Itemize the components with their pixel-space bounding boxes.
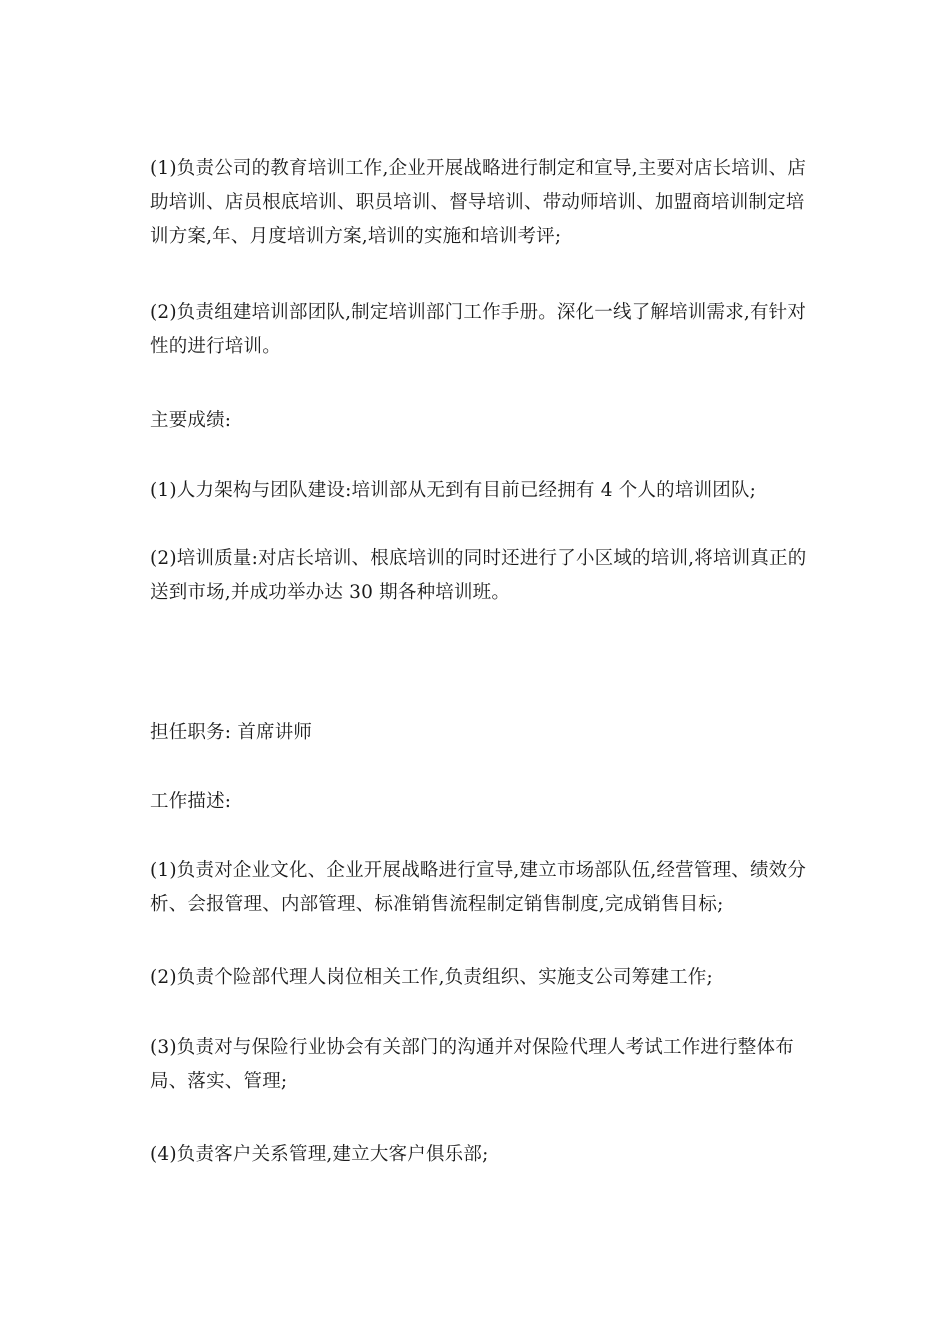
paragraph-job-association: (3)负责对与保险行业协会有关部门的沟通并对保险代理人考试工作进行整体布局、落实、管理; xyxy=(150,1037,794,1092)
paragraph-job-agent: (2)负责个险部代理人岗位相关工作,负责组织、实施支公司筹建工作; xyxy=(150,967,713,988)
paragraph-achievement-quality: (2)培训质量:对店长培训、根底培训的同时还进行了小区域的培训,将培训真正的送到市场,并成功举办达 30 期各种培训班。 xyxy=(150,548,807,603)
heading-job-description: 工作描述: xyxy=(150,791,232,812)
paragraph-training-duties: (1)负责公司的教育培训工作,企业开展战略进行制定和宣导,主要对店长培训、店助培训、店员根底培训、职员培训、督导培训、带动师培训、加盟商培训制定培训方案,年、月度培训方案,培训的实施和培训考评; xyxy=(150,158,807,247)
paragraph-job-culture: (1)负责对企业文化、企业开展战略进行宣导,建立市场部队伍,经营管理、绩效分析、会报管理、内部管理、标准销售流程制定销售制度,完成销售目标; xyxy=(150,860,807,915)
paragraph-job-clients: (4)负责客户关系管理,建立大客户俱乐部; xyxy=(150,1144,489,1165)
paragraph-achievement-team: (1)人力架构与团队建设:培训部从无到有目前已经拥有 4 个人的培训团队; xyxy=(150,480,757,501)
paragraph-training-team: (2)负责组建培训部团队,制定培训部门工作手册。深化一线了解培训需求,有针对性的进行培训。 xyxy=(150,302,807,357)
heading-position: 担任职务: 首席讲师 xyxy=(150,722,313,743)
heading-main-achievements: 主要成绩: xyxy=(150,410,232,431)
